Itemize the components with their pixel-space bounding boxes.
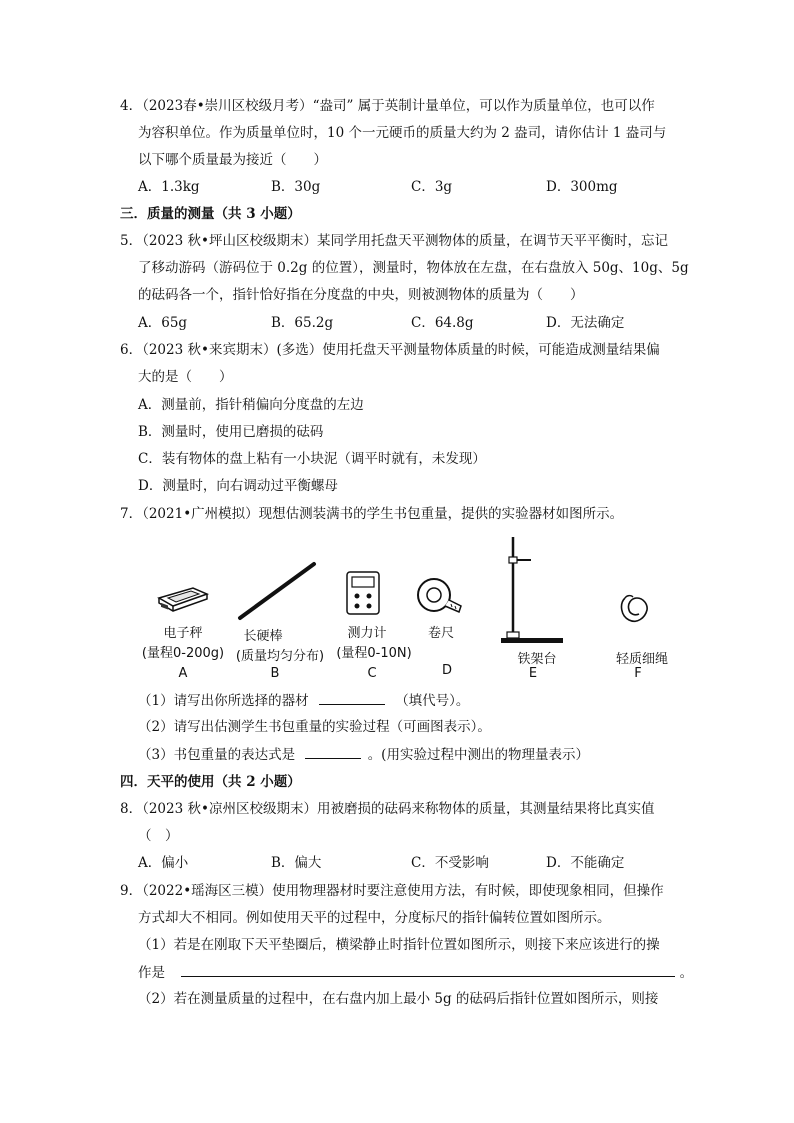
q5-line3: 的砝码各一个，指针恰好指在分度盘的中央，则被测物体的质量为（ ） <box>138 287 584 303</box>
q7-sub3-blank[interactable] <box>305 744 361 759</box>
equipment-b-range: (质量均匀分布) <box>235 649 325 664</box>
q6-option-a: A．测量前，指针稍偏向分度盘的左边 <box>138 397 364 413</box>
section-4-heading: 四．天平的使用（共 2 小题） <box>120 774 301 790</box>
q6-option-d: D．测量时，向右调动过平衡螺母 <box>138 478 338 494</box>
equipment-c-name: 测力计 <box>347 626 387 641</box>
long-rod-icon <box>236 560 318 622</box>
q7-line1: 7．（2021•广州模拟）现想估测装满书的学生书包重量，提供的实验器材如图所示。 <box>120 506 624 522</box>
q7-sub3 <box>138 744 589 765</box>
q7-sub1 <box>138 690 469 711</box>
equipment-e-letter: E <box>528 666 538 681</box>
q4-option-c: C．3g <box>411 179 453 195</box>
q5-option-b: B．65.2g <box>271 315 334 331</box>
q4-option-d: D．300mg <box>546 179 618 195</box>
equipment-a-name: 电子秤 <box>163 626 203 641</box>
equipment-c-range: (量程0-10N) <box>336 646 412 661</box>
q5-line2: 了移动游码（游码位于 0.2g 的位置），测量时，物体放在左盘，在右盘放入 50g、10g、5g <box>138 260 689 276</box>
equipment-f-letter: F <box>634 666 642 681</box>
q8-option-a: A．偏小 <box>138 855 189 871</box>
equipment-a-range: (量程0-200g) <box>141 646 225 661</box>
string-icon <box>617 592 651 626</box>
electronic-scale-icon <box>153 578 211 614</box>
equipment-d-name: 卷尺 <box>427 626 454 641</box>
q6-option-c: C．装有物体的盘上粘有一小块泥（调平时就有，未发现） <box>138 451 486 467</box>
q9-sub1-end: 。 <box>679 965 694 981</box>
q4-line2: 为容积单位。作为质量单位时，10 个一元硬币的质量大约为 2 盎司，请你估计 1 盎司与 <box>138 125 667 141</box>
q8-option-b: B．偏大 <box>271 855 322 871</box>
q9-sub1-text: 作是 <box>138 965 165 981</box>
equipment-b-letter: B <box>270 666 280 681</box>
q4-option-b: B．30g <box>271 179 321 195</box>
q5-option-c: C．64.8g <box>411 315 474 331</box>
q8-line2: （ ） <box>138 828 179 844</box>
q8-line1: 8．（2023 秋•凉州区校级期末）用被磨损的砝码来称物体的质量，其测量结果将比真实值 <box>120 801 655 817</box>
q5-line1: 5．（2023 秋•坪山区校级期末）某同学用托盘天平测物体的质量，在调节天平平衡时，忘记 <box>120 233 668 249</box>
q9-line1: 9．（2022•瑶海区三模）使用物理器材时要注意使用方法，有时候，即使现象相同，但操作 <box>120 883 664 899</box>
q7-sub1-text: （1）请写出你所选择的器材 <box>138 693 309 709</box>
q9-sub1: （1）若是在刚取下天平垫圈后，横梁静止时指针位置如图所示，则接下来应该进行的操 <box>138 937 660 953</box>
q5-option-a: A．65g <box>138 315 188 331</box>
q9-sub2: （2）若在测量质量的过程中，在右盘内加上最小 5g 的砝码后指针位置如图所示，则接 <box>138 991 659 1007</box>
q7-sub2: （2）请写出估测学生书包重量的实验过程（可画图表示）。 <box>138 719 491 735</box>
q4-line3: 以下哪个质量最为接近（ ） <box>138 152 327 168</box>
q4-line1: 4．（2023春•崇川区校级月考）“盎司” 属于英制计量单位，可以作为质量单位，也可以作 <box>120 98 655 114</box>
q4-option-a: A．1.3kg <box>138 179 200 195</box>
tape-measure-icon <box>415 576 463 616</box>
equipment-b-name: 长硬棒 <box>243 629 283 644</box>
q9-sub1-cont <box>138 962 693 983</box>
section-3-heading: 三．质量的测量（共 3 小题） <box>120 206 301 222</box>
equipment-a-letter: A <box>178 666 188 681</box>
q7-sub3-suffix: 。(用实验过程中测出的物理量表示） <box>367 747 589 763</box>
q6-option-b: B．测量时，使用已磨损的砝码 <box>138 424 324 440</box>
q5-option-d: D．无法确定 <box>546 315 625 331</box>
equipment-f-name: 轻质细绳 <box>615 652 668 667</box>
q9-line2: 方式却大不相同。例如使用天平的过程中，分度标尺的指针偏转位置如图所示。 <box>138 910 611 926</box>
q8-option-d: D．不能确定 <box>546 855 625 871</box>
equipment-d-letter: D <box>441 663 452 678</box>
q7-sub1-suffix: （填代号）。 <box>395 693 470 709</box>
force-meter-icon <box>345 570 381 616</box>
q7-sub3-text: （3）书包重量的表达式是 <box>138 747 296 763</box>
equipment-c-letter: C <box>367 666 377 681</box>
equipment-e-name: 铁架台 <box>517 652 557 667</box>
q9-sub1-blank[interactable] <box>181 962 675 977</box>
q6-line2: 大的是（ ） <box>138 369 233 385</box>
q7-sub1-blank[interactable] <box>319 690 385 705</box>
q6-line1: 6．（2023 秋•来宾期末）(多选）使用托盘天平测量物体质量的时候，可能造成测量结果偏 <box>120 342 660 358</box>
q8-option-c: C．不受影响 <box>411 855 489 871</box>
iron-stand-icon <box>497 534 567 646</box>
